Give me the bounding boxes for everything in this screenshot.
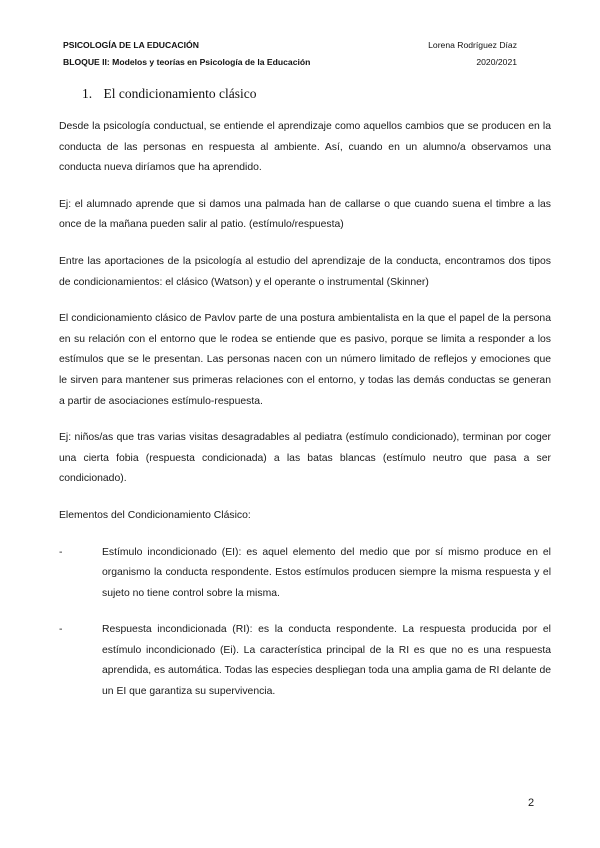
bullet-marker: - bbox=[59, 546, 63, 558]
paragraph: El condicionamiento clásico de Pavlov parte de una postura ambientalista en la que el papel de la persona en su relación con el entorno que le rodea se entiende que es pasivo, porque se limita a responder a los estímulos que se le presentan. Las personas nacen con un número limitado de reflejos y emociones que le sirven para mantener sus primeras relaciones con el entorno, y todas las demás conductas se generan a partir de asociaciones estímulo-respuesta. bbox=[59, 313, 551, 407]
bullet-text: Estímulo incondicionado (EI): es aquel elemento del medio que por sí mismo produce en el organismo la conducta respondente. Estos estímulos producen siempre la misma respuesta y el sujeto no tiene control sobre la misma. bbox=[102, 546, 551, 599]
bullet-text: Respuesta incondicionada (RI): es la conducta respondente. La respuesta producida por el estímulo incondicionado (Ei). La característica principal de la RI es que no es una respuesta aprendida, es automática. Todas las especies despliegan toda una amplia gama de RI delante de un EI que garantiza su supervivencia. bbox=[102, 624, 551, 698]
paragraph: Elementos del Condicionamiento Clásico: bbox=[59, 509, 251, 521]
page-number: 2 bbox=[528, 797, 535, 809]
page-header bbox=[63, 37, 517, 71]
section-title: El condicionamiento clásico bbox=[103, 86, 257, 101]
bullet-marker: - bbox=[59, 624, 63, 636]
list-item bbox=[59, 620, 551, 702]
paragraph: Desde la psicología conductual, se entiende el aprendizaje como aquellos cambios que se producen en la conducta de las personas en respuesta al ambiente. Así, cuando en un alumno/a observamos una conducta nueva diríamos que ha aprendido. bbox=[59, 121, 551, 174]
block-title: BLOQUE II: Modelos y teorías en Psicología de la Educación bbox=[63, 57, 311, 67]
section-heading bbox=[82, 86, 256, 102]
academic-year: 2020/2021 bbox=[476, 57, 517, 67]
paragraph: Ej: niños/as que tras varias visitas desagradables al pediatra (estímulo condicionado), terminan por coger una cierta fobia (respuesta condicionada) a las batas blancas (estímulo neutro que pasa a ser condicionado). bbox=[59, 432, 551, 485]
section-number: 1. bbox=[82, 86, 93, 101]
paragraph: Ej: el alumnado aprende que si damos una palmada han de callarse o que cuando suena el timbre a las once de la mañana pueden salir al patio. (estímulo/respuesta) bbox=[59, 198, 551, 231]
author-name: Lorena Rodríguez Díaz bbox=[428, 40, 517, 50]
list-item bbox=[59, 543, 551, 605]
course-title: PSICOLOGÍA DE LA EDUCACIÓN bbox=[63, 40, 199, 50]
body-content bbox=[59, 117, 551, 719]
paragraph: Entre las aportaciones de la psicología al estudio del aprendizaje de la conducta, encontramos dos tipos de condicionamientos: el clásico (Watson) y el operante o instrumental (Skinner) bbox=[59, 255, 551, 288]
